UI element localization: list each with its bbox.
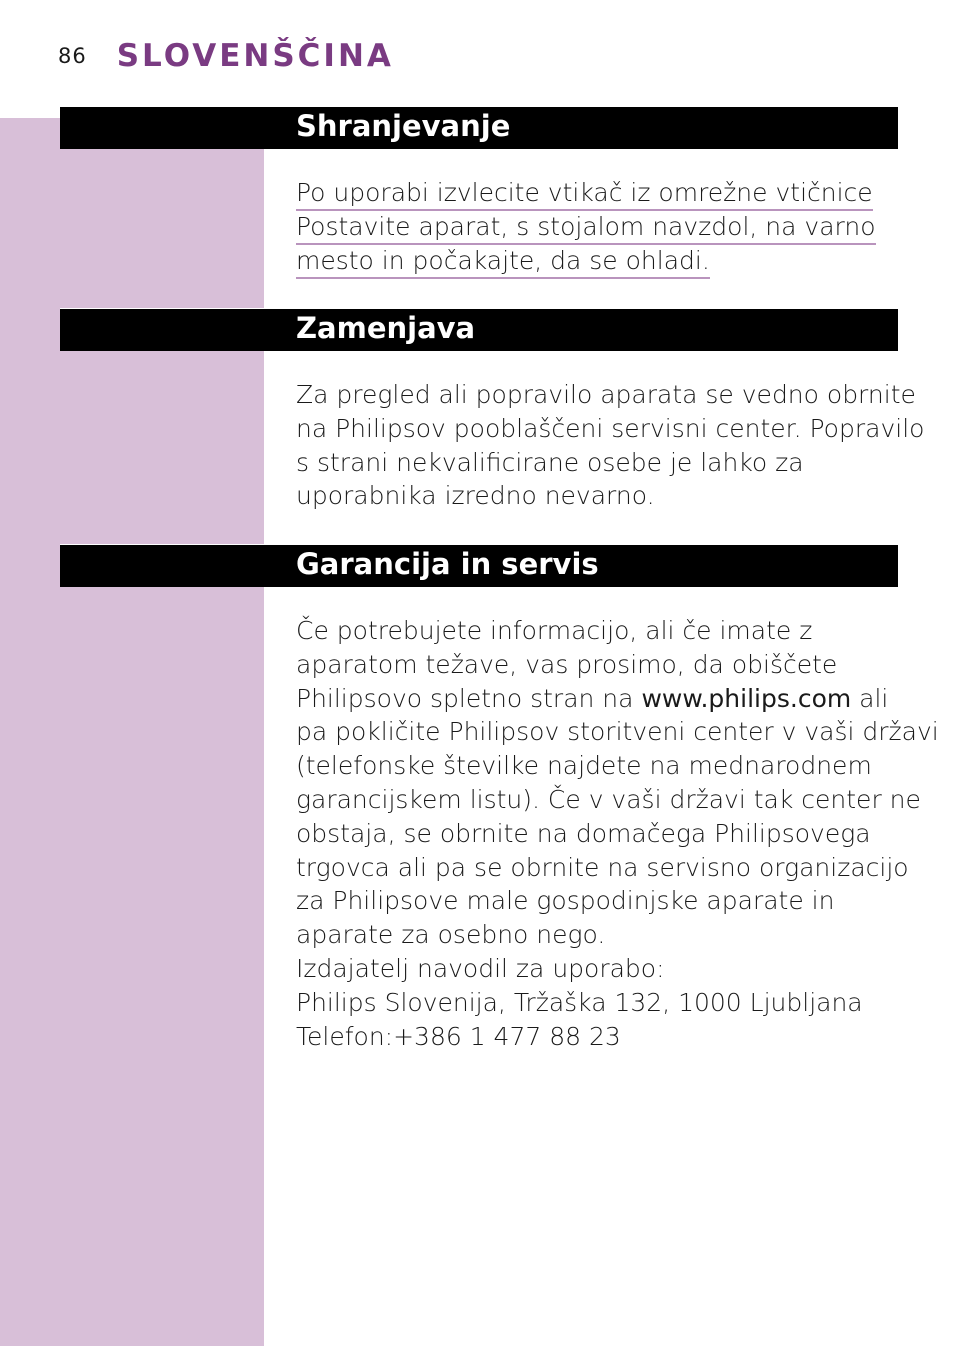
- text-line: obstaja, se obrnite na domačega Philipsovega: [296, 818, 871, 848]
- page-header: [58, 38, 394, 74]
- section-title: Zamenjava: [296, 311, 476, 345]
- section-header-guarantee: [60, 544, 898, 587]
- text-line: aparatom težave, vas prosimo, da obiščete: [296, 649, 838, 679]
- text-line: (telefonske številke najdete na mednarodnem: [296, 751, 872, 781]
- replacement-text: [296, 378, 925, 513]
- section-header-storage: [60, 106, 898, 149]
- publisher-address: Philips Slovenija, Tržaška 132, 1000 Ljubljana: [296, 987, 863, 1017]
- section-title: Garancija in servis: [296, 547, 599, 581]
- text-line: trgovca ali pa se obrnite na servisno organizacijo: [296, 852, 909, 882]
- section-header-replacement: [60, 308, 898, 351]
- text-line: Philipsovo spletno stran na www.philips.com ali: [296, 683, 889, 713]
- language-title: SLOVENŠČINA: [116, 38, 394, 74]
- page-number: 86: [58, 44, 87, 68]
- publisher-label: Izdajatelj navodil za uporabo:: [296, 953, 665, 983]
- text-line: aparate za osebno nego.: [296, 920, 606, 950]
- text-line: na Philipsov pooblaščeni servisni center. Popravilo: [296, 413, 925, 443]
- text-line: mesto in počakajte, da se ohladi.: [296, 244, 900, 278]
- guarantee-text: [296, 614, 939, 1053]
- philips-website-link[interactable]: www.philips.com: [641, 683, 852, 713]
- text-line: Po uporabi izvlecite vtikač iz omrežne vtičnice: [296, 176, 900, 210]
- text-line: Postavite aparat, s stojalom navzdol, na varno: [296, 210, 900, 244]
- text-line: uporabnika izredno nevarno.: [296, 481, 655, 511]
- section-title: Shranjevanje: [296, 109, 511, 143]
- publisher-phone: Telefon:+386 1 477 88 23: [296, 1021, 621, 1051]
- sidebar-panel: [0, 118, 264, 1346]
- storage-text: [296, 176, 900, 277]
- text-line: Če potrebujete informacijo, ali če imate z: [296, 616, 813, 645]
- text-line: s strani nekvalificirane osebe je lahko za: [296, 447, 804, 477]
- text-line: pa pokličite Philipsov storitveni center v vaši državi: [296, 717, 939, 747]
- text-line: Za pregled ali popravilo aparata se vedno obrnite: [296, 380, 916, 409]
- text-line: za Philipsove male gospodinjske aparate in: [296, 886, 835, 916]
- text-line: garancijskem listu). Če v vaši državi tak center ne: [296, 784, 921, 814]
